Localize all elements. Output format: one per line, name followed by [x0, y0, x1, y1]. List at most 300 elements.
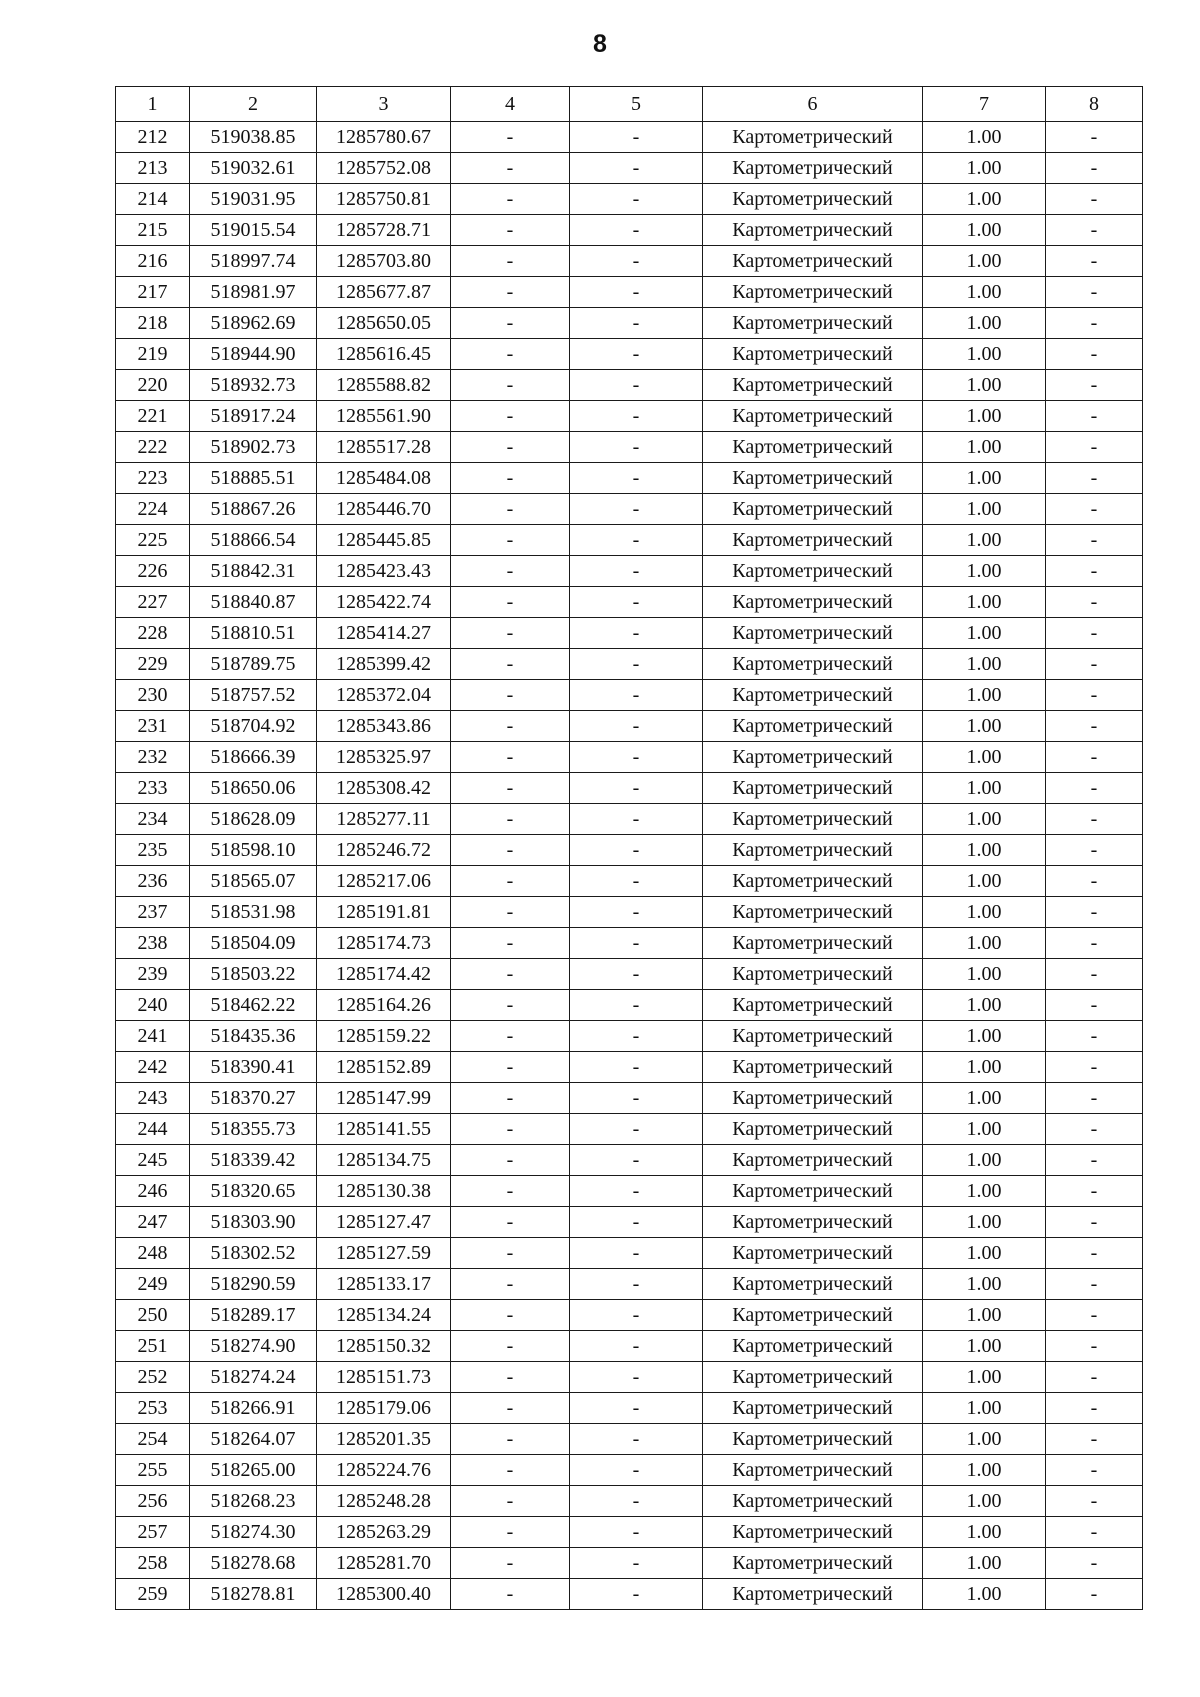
table-cell: 244: [116, 1114, 190, 1145]
table-cell: 519038.85: [190, 122, 317, 153]
table-cell: -: [1046, 618, 1143, 649]
table-row: [116, 494, 1143, 525]
table-cell: 239: [116, 959, 190, 990]
table-cell: -: [570, 277, 703, 308]
table-cell: -: [451, 1238, 570, 1269]
table-cell: -: [451, 1207, 570, 1238]
table-cell: -: [1046, 494, 1143, 525]
table-cell: 1285561.90: [317, 401, 451, 432]
table-header-row: [116, 87, 1143, 122]
table-cell: 1285150.32: [317, 1331, 451, 1362]
table-cell: -: [1046, 990, 1143, 1021]
table-row: [116, 556, 1143, 587]
table-cell: -: [570, 1362, 703, 1393]
table-cell: -: [1046, 1548, 1143, 1579]
table-row: [116, 618, 1143, 649]
table-cell: -: [570, 804, 703, 835]
table-cell: 1.00: [923, 215, 1046, 246]
table-cell: -: [570, 990, 703, 1021]
table-cell: 1.00: [923, 184, 1046, 215]
table-cell: -: [451, 1517, 570, 1548]
table-cell: -: [1046, 1393, 1143, 1424]
table-cell: -: [1046, 246, 1143, 277]
table-cell: -: [1046, 1083, 1143, 1114]
table-cell: 1285422.74: [317, 587, 451, 618]
table-cell: 518810.51: [190, 618, 317, 649]
table-cell: Картометрический: [703, 1207, 923, 1238]
column-header: 2: [190, 87, 317, 122]
table-cell: -: [451, 1114, 570, 1145]
table-cell: 518944.90: [190, 339, 317, 370]
table-cell: -: [451, 277, 570, 308]
table-cell: -: [1046, 959, 1143, 990]
table-cell: 1285703.80: [317, 246, 451, 277]
table-cell: 246: [116, 1176, 190, 1207]
table-cell: 247: [116, 1207, 190, 1238]
table-row: [116, 122, 1143, 153]
table-cell: 249: [116, 1269, 190, 1300]
table-cell: 1.00: [923, 432, 1046, 463]
table-cell: -: [451, 401, 570, 432]
table-cell: -: [1046, 122, 1143, 153]
table-cell: Картометрический: [703, 1269, 923, 1300]
table-cell: 518320.65: [190, 1176, 317, 1207]
table-cell: Картометрический: [703, 184, 923, 215]
table-cell: 518274.30: [190, 1517, 317, 1548]
table-cell: -: [570, 928, 703, 959]
table-cell: -: [570, 1176, 703, 1207]
table-cell: -: [570, 1393, 703, 1424]
table-cell: -: [451, 153, 570, 184]
table-cell: -: [1046, 277, 1143, 308]
table-row: [116, 680, 1143, 711]
table-cell: -: [451, 308, 570, 339]
table-cell: 518278.81: [190, 1579, 317, 1610]
table-cell: -: [451, 1424, 570, 1455]
table-cell: Картометрический: [703, 1424, 923, 1455]
table-cell: 1285127.59: [317, 1238, 451, 1269]
table-cell: -: [1046, 649, 1143, 680]
table-cell: 257: [116, 1517, 190, 1548]
table-cell: 1.00: [923, 1145, 1046, 1176]
table-cell: 230: [116, 680, 190, 711]
table-cell: -: [451, 1331, 570, 1362]
table-cell: -: [451, 1579, 570, 1610]
table-cell: 518531.98: [190, 897, 317, 928]
table-cell: -: [1046, 1238, 1143, 1269]
table-row: [116, 1021, 1143, 1052]
table-row: [116, 711, 1143, 742]
table-cell: 518355.73: [190, 1114, 317, 1145]
table-cell: Картометрический: [703, 773, 923, 804]
table-cell: -: [570, 618, 703, 649]
table-cell: 1285277.11: [317, 804, 451, 835]
table-cell: 1.00: [923, 1300, 1046, 1331]
table-cell: 518390.41: [190, 1052, 317, 1083]
table-cell: 229: [116, 649, 190, 680]
page-number: 8: [593, 30, 607, 58]
table-cell: 216: [116, 246, 190, 277]
table-cell: -: [1046, 1517, 1143, 1548]
table-row: [116, 1052, 1143, 1083]
table-cell: -: [451, 1300, 570, 1331]
table-cell: 518278.68: [190, 1548, 317, 1579]
table-cell: -: [451, 990, 570, 1021]
table-cell: 1.00: [923, 742, 1046, 773]
table-cell: 1285752.08: [317, 153, 451, 184]
table-cell: Картометрический: [703, 1393, 923, 1424]
table-cell: Картометрический: [703, 463, 923, 494]
table-cell: -: [451, 432, 570, 463]
table-cell: 1.00: [923, 618, 1046, 649]
table-row: [116, 525, 1143, 556]
table-cell: 518435.36: [190, 1021, 317, 1052]
table-row: [116, 649, 1143, 680]
table-cell: Картометрический: [703, 1238, 923, 1269]
table-cell: 1285174.42: [317, 959, 451, 990]
table-cell: -: [570, 122, 703, 153]
table-cell: -: [570, 1548, 703, 1579]
table-cell: -: [570, 1424, 703, 1455]
table-cell: -: [1046, 1579, 1143, 1610]
table-cell: 1285151.73: [317, 1362, 451, 1393]
table-cell: -: [1046, 432, 1143, 463]
table-cell: 1.00: [923, 1052, 1046, 1083]
table-cell: Картометрический: [703, 1486, 923, 1517]
table-cell: 518997.74: [190, 246, 317, 277]
table-row: [116, 277, 1143, 308]
table-cell: -: [570, 1145, 703, 1176]
table-cell: Картометрический: [703, 711, 923, 742]
table-cell: -: [451, 1362, 570, 1393]
table-cell: Картометрический: [703, 153, 923, 184]
table-cell: -: [570, 1238, 703, 1269]
table-cell: -: [1046, 866, 1143, 897]
table-cell: 1285130.38: [317, 1176, 451, 1207]
table-cell: 212: [116, 122, 190, 153]
table-cell: 518650.06: [190, 773, 317, 804]
table-cell: Картометрический: [703, 897, 923, 928]
table-cell: 1.00: [923, 1548, 1046, 1579]
table-cell: 226: [116, 556, 190, 587]
table-cell: 1285446.70: [317, 494, 451, 525]
table-cell: -: [570, 184, 703, 215]
table-cell: 518302.52: [190, 1238, 317, 1269]
table-cell: Картометрический: [703, 1083, 923, 1114]
coordinates-table: [115, 86, 1143, 1610]
table-cell: 215: [116, 215, 190, 246]
column-header: 4: [451, 87, 570, 122]
table-cell: 240: [116, 990, 190, 1021]
table-cell: 1.00: [923, 339, 1046, 370]
table-cell: 1285445.85: [317, 525, 451, 556]
table-cell: 1.00: [923, 897, 1046, 928]
table-cell: -: [451, 370, 570, 401]
table-cell: -: [451, 959, 570, 990]
table-cell: Картометрический: [703, 866, 923, 897]
table-cell: -: [1046, 463, 1143, 494]
table-row: [116, 1331, 1143, 1362]
table-cell: -: [570, 463, 703, 494]
table-row: [116, 990, 1143, 1021]
table-row: [116, 773, 1143, 804]
table-cell: Картометрический: [703, 1331, 923, 1362]
table-cell: -: [570, 711, 703, 742]
table-cell: 235: [116, 835, 190, 866]
table-cell: -: [570, 1083, 703, 1114]
table-cell: -: [570, 835, 703, 866]
table-row: [116, 246, 1143, 277]
table-cell: -: [570, 1300, 703, 1331]
table-cell: 519031.95: [190, 184, 317, 215]
table-cell: -: [1046, 215, 1143, 246]
table-row: [116, 1300, 1143, 1331]
table-cell: -: [1046, 1145, 1143, 1176]
table-cell: -: [451, 1176, 570, 1207]
table-cell: -: [1046, 1114, 1143, 1145]
table-cell: Картометрический: [703, 1145, 923, 1176]
table-cell: -: [451, 184, 570, 215]
table-cell: -: [451, 1021, 570, 1052]
table-cell: 518264.07: [190, 1424, 317, 1455]
table-cell: 1.00: [923, 711, 1046, 742]
table-cell: 250: [116, 1300, 190, 1331]
table-cell: 518289.17: [190, 1300, 317, 1331]
table-cell: 1.00: [923, 680, 1046, 711]
table-cell: -: [1046, 587, 1143, 618]
table-cell: -: [570, 897, 703, 928]
table-cell: -: [1046, 308, 1143, 339]
table-cell: 1285616.45: [317, 339, 451, 370]
table-cell: Картометрический: [703, 959, 923, 990]
table-cell: 1285152.89: [317, 1052, 451, 1083]
table-cell: 518704.92: [190, 711, 317, 742]
table-cell: 519032.61: [190, 153, 317, 184]
table-cell: 1285517.28: [317, 432, 451, 463]
table-cell: 1.00: [923, 866, 1046, 897]
table-cell: Картометрический: [703, 525, 923, 556]
table-cell: -: [1046, 1269, 1143, 1300]
table-cell: -: [570, 339, 703, 370]
table-cell: 251: [116, 1331, 190, 1362]
table-cell: 1.00: [923, 928, 1046, 959]
table-cell: 245: [116, 1145, 190, 1176]
table-cell: 1285174.73: [317, 928, 451, 959]
table-cell: Картометрический: [703, 401, 923, 432]
table-cell: 518462.22: [190, 990, 317, 1021]
table-cell: 518565.07: [190, 866, 317, 897]
table-row: [116, 804, 1143, 835]
table-cell: -: [570, 401, 703, 432]
table-cell: 518266.91: [190, 1393, 317, 1424]
table-cell: 1.00: [923, 1083, 1046, 1114]
table-cell: 518902.73: [190, 432, 317, 463]
table-cell: -: [1046, 1207, 1143, 1238]
table-cell: 1285780.67: [317, 122, 451, 153]
table-cell: -: [1046, 1486, 1143, 1517]
table-cell: -: [570, 959, 703, 990]
table-cell: -: [1046, 339, 1143, 370]
table-cell: 1285399.42: [317, 649, 451, 680]
table-cell: 221: [116, 401, 190, 432]
table-cell: -: [570, 1269, 703, 1300]
table-row: [116, 432, 1143, 463]
table-row: [116, 1424, 1143, 1455]
table-row: [116, 866, 1143, 897]
table-cell: -: [570, 1207, 703, 1238]
table-cell: -: [1046, 556, 1143, 587]
table-cell: -: [570, 215, 703, 246]
table-cell: Картометрический: [703, 494, 923, 525]
table-cell: 256: [116, 1486, 190, 1517]
table-body: [116, 122, 1143, 1610]
table-cell: Картометрический: [703, 277, 923, 308]
table-cell: 518268.23: [190, 1486, 317, 1517]
table-cell: 1285164.26: [317, 990, 451, 1021]
table-cell: 1285588.82: [317, 370, 451, 401]
table-cell: -: [1046, 1455, 1143, 1486]
table-cell: 223: [116, 463, 190, 494]
table-row: [116, 928, 1143, 959]
table-row: [116, 959, 1143, 990]
table-cell: 1285141.55: [317, 1114, 451, 1145]
table-cell: -: [1046, 1300, 1143, 1331]
table-cell: -: [451, 122, 570, 153]
table-cell: 518917.24: [190, 401, 317, 432]
table-cell: -: [570, 587, 703, 618]
column-header: 5: [570, 87, 703, 122]
table-cell: -: [570, 1052, 703, 1083]
table-cell: -: [1046, 525, 1143, 556]
table-cell: 1.00: [923, 835, 1046, 866]
table-cell: Картометрический: [703, 928, 923, 959]
table-cell: 518932.73: [190, 370, 317, 401]
table-row: [116, 463, 1143, 494]
table-cell: 1285201.35: [317, 1424, 451, 1455]
table-cell: -: [570, 494, 703, 525]
table-cell: 518840.87: [190, 587, 317, 618]
table-cell: -: [451, 1455, 570, 1486]
table-cell: 518303.90: [190, 1207, 317, 1238]
table-cell: 1285246.72: [317, 835, 451, 866]
table-cell: -: [451, 1393, 570, 1424]
table-cell: -: [570, 1486, 703, 1517]
table-cell: -: [1046, 804, 1143, 835]
table-cell: 1.00: [923, 246, 1046, 277]
table-cell: Картометрический: [703, 432, 923, 463]
table-cell: -: [451, 339, 570, 370]
table-cell: 255: [116, 1455, 190, 1486]
table-cell: 518628.09: [190, 804, 317, 835]
table-cell: 254: [116, 1424, 190, 1455]
table-cell: -: [451, 773, 570, 804]
table-row: [116, 1548, 1143, 1579]
table-cell: 258: [116, 1548, 190, 1579]
table-cell: 518867.26: [190, 494, 317, 525]
table-cell: 1285750.81: [317, 184, 451, 215]
table-row: [116, 1207, 1143, 1238]
table-cell: 518504.09: [190, 928, 317, 959]
table-row: [116, 370, 1143, 401]
table-cell: 518503.22: [190, 959, 317, 990]
table-cell: 1285147.99: [317, 1083, 451, 1114]
table-cell: Картометрический: [703, 1548, 923, 1579]
table-cell: -: [570, 1114, 703, 1145]
table-cell: Картометрический: [703, 618, 923, 649]
table-cell: 1285224.76: [317, 1455, 451, 1486]
table-cell: Картометрический: [703, 587, 923, 618]
table-cell: -: [1046, 711, 1143, 742]
table-cell: -: [451, 494, 570, 525]
table-cell: 1.00: [923, 463, 1046, 494]
table-cell: -: [451, 928, 570, 959]
column-header: 3: [317, 87, 451, 122]
table-cell: Картометрический: [703, 1517, 923, 1548]
table-cell: 1.00: [923, 1424, 1046, 1455]
table-cell: Картометрический: [703, 1176, 923, 1207]
table-row: [116, 1579, 1143, 1610]
table-cell: 518789.75: [190, 649, 317, 680]
table-cell: 1.00: [923, 277, 1046, 308]
table-cell: 213: [116, 153, 190, 184]
table-cell: -: [451, 742, 570, 773]
table-cell: 237: [116, 897, 190, 928]
table-cell: 1285133.17: [317, 1269, 451, 1300]
table-cell: 1.00: [923, 494, 1046, 525]
table-cell: 1285159.22: [317, 1021, 451, 1052]
table-cell: Картометрический: [703, 215, 923, 246]
table-cell: Картометрический: [703, 649, 923, 680]
table-cell: -: [451, 618, 570, 649]
table-cell: -: [451, 1083, 570, 1114]
table-cell: 242: [116, 1052, 190, 1083]
table-cell: Картометрический: [703, 339, 923, 370]
table-cell: -: [1046, 1424, 1143, 1455]
table-cell: 518962.69: [190, 308, 317, 339]
table-cell: Картометрический: [703, 1362, 923, 1393]
table-cell: Картометрический: [703, 1455, 923, 1486]
table-cell: 1285300.40: [317, 1579, 451, 1610]
table-cell: -: [1046, 773, 1143, 804]
table-cell: 1285263.29: [317, 1517, 451, 1548]
table-cell: -: [1046, 1052, 1143, 1083]
table-row: [116, 1238, 1143, 1269]
table-cell: Картометрический: [703, 990, 923, 1021]
column-header: 1: [116, 87, 190, 122]
table-cell: 519015.54: [190, 215, 317, 246]
table-cell: 1285308.42: [317, 773, 451, 804]
table-cell: 1.00: [923, 1517, 1046, 1548]
table-cell: 518757.52: [190, 680, 317, 711]
table-cell: 1.00: [923, 308, 1046, 339]
table-cell: 1.00: [923, 1331, 1046, 1362]
table-cell: -: [1046, 680, 1143, 711]
column-header: 8: [1046, 87, 1143, 122]
table-cell: 1.00: [923, 959, 1046, 990]
table-cell: 218: [116, 308, 190, 339]
table-cell: 1285179.06: [317, 1393, 451, 1424]
table-cell: -: [570, 1579, 703, 1610]
table-row: [116, 1269, 1143, 1300]
table-cell: -: [1046, 928, 1143, 959]
table-cell: -: [1046, 1176, 1143, 1207]
table-row: [116, 184, 1143, 215]
table-cell: 1285248.28: [317, 1486, 451, 1517]
table-cell: 1285677.87: [317, 277, 451, 308]
table-cell: -: [451, 1145, 570, 1176]
table-cell: 1285134.75: [317, 1145, 451, 1176]
table-cell: 518370.27: [190, 1083, 317, 1114]
